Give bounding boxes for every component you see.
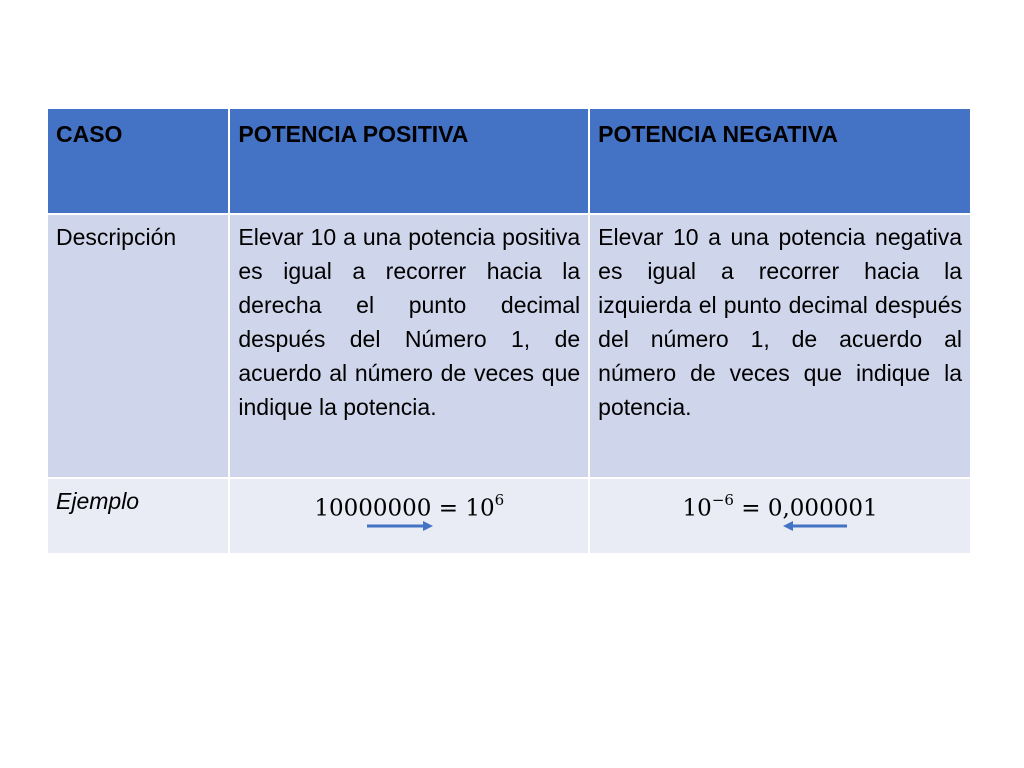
description-row: [47, 214, 971, 478]
example-positive-formula: [230, 479, 588, 526]
description-positive-cell: [229, 214, 589, 478]
example-label-cell: [47, 478, 229, 554]
arrow-right-icon: [365, 519, 435, 533]
header-row: [47, 108, 971, 214]
example-negative-cell: [589, 478, 971, 554]
header-caso: CASO: [47, 108, 229, 214]
example-row: [47, 478, 971, 554]
description-negative-text: Elevar 10 a una potencia negativa es igual a recorrer hacia la izquierda el punto decimal después del número 1, de acuerdo al número de veces que indique la potencia.: [598, 224, 962, 420]
description-label-cell: [47, 214, 229, 478]
arrow-left-icon: [783, 519, 849, 533]
powers-of-ten-table: [46, 107, 972, 555]
header-potencia-negativa: POTENCIA NEGATIVA: [589, 108, 971, 214]
example-positive-cell: [229, 478, 589, 554]
header-potencia-positiva: POTENCIA POSITIVA: [229, 108, 589, 214]
positive-base: 10: [465, 495, 495, 522]
negative-base: 10: [682, 495, 712, 522]
positive-equals: =: [438, 495, 459, 522]
negative-exponent: −6: [711, 491, 734, 509]
example-label: Ejemplo: [56, 488, 140, 514]
example-negative-formula: [590, 479, 970, 526]
negative-rhs: 0,000001: [767, 495, 878, 522]
description-label: Descripción: [56, 224, 177, 250]
description-negative-cell: [589, 214, 971, 478]
description-positive-text: Elevar 10 a una potencia positiva es igual a recorrer hacia la derecha el punto decimal después del Número 1, de acuerdo al número de veces que indique la potencia.: [238, 224, 581, 420]
positive-exponent: 6: [494, 491, 505, 509]
negative-equals: =: [741, 495, 761, 522]
positive-lhs: 10000000: [314, 495, 432, 522]
